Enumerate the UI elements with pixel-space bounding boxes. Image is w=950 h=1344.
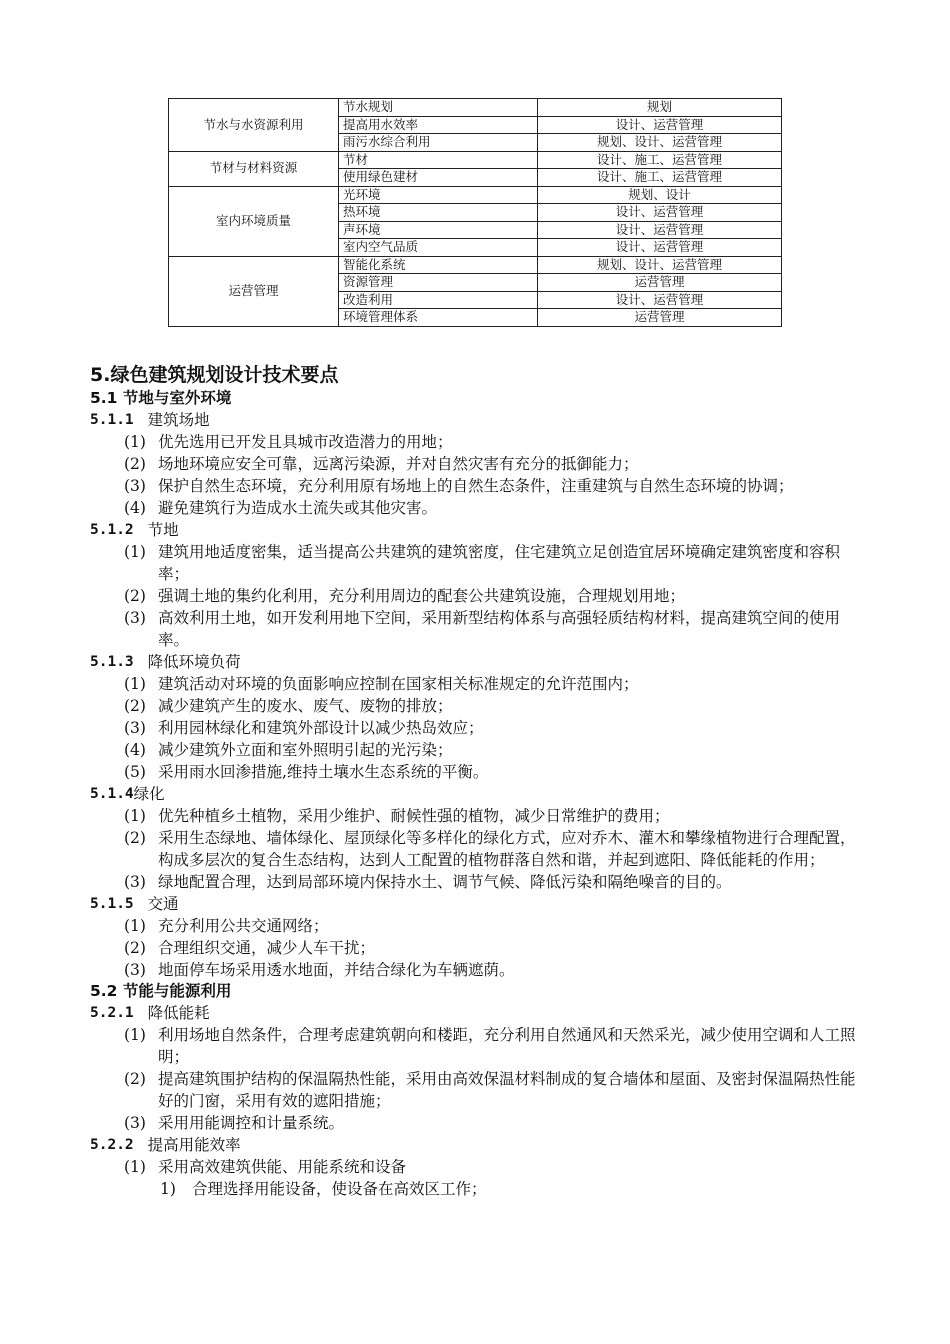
list-marker: (2) [124, 455, 146, 473]
list-text: 利用园林绿化和建筑外部设计以减少热岛效应； [158, 719, 484, 737]
list-item [124, 607, 870, 651]
list-text: 优先选用已开发且具城市改造潜力的用地； [158, 433, 453, 451]
table-stage-cell: 设计、运营管理 [538, 239, 782, 257]
clause-title: 降低能耗 [147, 1004, 210, 1022]
list-marker: (1) [124, 433, 146, 451]
clause-heading [90, 893, 870, 915]
clause-heading [90, 651, 870, 673]
list-marker: (3) [124, 1114, 146, 1132]
clause-heading [90, 409, 870, 431]
clause-title: 交通 [147, 895, 179, 913]
list-marker: (1) [124, 675, 146, 693]
table-category-cell: 运营管理 [169, 256, 339, 326]
table-category-cell: 室内环境质量 [169, 186, 339, 256]
clause-heading [90, 1002, 870, 1024]
table-category-cell: 节水与水资源利用 [169, 99, 339, 152]
table-item-cell: 声环境 [339, 221, 538, 239]
list-marker: (1) [124, 1158, 146, 1176]
clause-number: 5.1.1 [90, 412, 134, 428]
clause-number: 5.1.5 [90, 896, 134, 912]
list-marker: (3) [124, 961, 146, 979]
table-stage-cell: 设计、施工、运营管理 [538, 151, 782, 169]
list-marker: (4) [124, 499, 146, 517]
list-text: 合理选择用能设备，使设备在高效区工作； [192, 1180, 487, 1198]
clause-title: 降低环境负荷 [147, 653, 241, 671]
list-marker: (2) [124, 587, 146, 605]
list-item [124, 673, 870, 695]
table-category-cell: 节材与材料资源 [169, 151, 339, 186]
table-stage-cell: 规划、设计 [538, 186, 782, 204]
clause-number: 5.2.2 [90, 1137, 134, 1153]
table-item-cell: 节材 [339, 151, 538, 169]
list-text: 建筑活动对环境的负面影响应控制在国家相关标准规定的允许范围内； [158, 675, 639, 693]
table-stage-cell: 运营管理 [538, 274, 782, 292]
table-item-cell: 热环境 [339, 204, 538, 222]
clause-number: 5.1.3 [90, 654, 134, 670]
list-marker: (5) [124, 763, 146, 781]
list-marker: 1) [160, 1180, 176, 1198]
clause-title: 建筑场地 [147, 411, 210, 429]
list-text: 绿地配置合理，达到局部环境内保持水土、调节气候、降低污染和隔绝噪音的目的。 [158, 873, 732, 891]
clause-number: 5.1.4 [90, 786, 134, 802]
list-text: 合理组织交通，减少人车干扰； [158, 939, 376, 957]
clause-heading [90, 1134, 870, 1156]
list-text: 采用生态绿地、墙体绿化、屋顶绿化等多样化的绿化方式，应对乔木、灌木和攀缘植物进行合理配置，构成多层次的复合生态结构，达到人工配置的植物群落自然和谐，并起到遮阳、降低能耗的作用； [158, 829, 856, 869]
list-marker: (2) [124, 939, 146, 957]
table-row [169, 151, 782, 169]
list-item [124, 1156, 870, 1178]
sub-list-item [160, 1178, 870, 1200]
list-item [124, 827, 870, 871]
list-text: 减少建筑产生的废水、废气、废物的排放； [158, 697, 453, 715]
table-stage-cell: 规划、设计、运营管理 [538, 134, 782, 152]
table-item-cell: 雨污水综合利用 [339, 134, 538, 152]
list-item [124, 541, 870, 585]
table-stage-cell: 设计、运营管理 [538, 116, 782, 134]
clause-number: 5.1.2 [90, 522, 134, 538]
table-stage-cell: 运营管理 [538, 309, 782, 327]
list-item [124, 585, 870, 607]
subsection-heading: 5.1 节地与室外环境 [90, 389, 232, 407]
list-item [124, 1068, 870, 1112]
subsection-heading: 5.2 节能与能源利用 [90, 982, 232, 1000]
section-heading: 5.绿色建筑规划设计技术要点 [90, 364, 339, 386]
table-item-cell: 环境管理体系 [339, 309, 538, 327]
list-text: 场地环境应安全可靠，远离污染源，并对自然灾害有充分的抵御能力； [158, 455, 639, 473]
list-marker: (2) [124, 829, 146, 847]
table-row [169, 186, 782, 204]
list-marker: (1) [124, 807, 146, 825]
clause-title: 绿化 [133, 785, 165, 803]
list-item [124, 1112, 870, 1134]
table-stage-cell: 设计、运营管理 [538, 204, 782, 222]
table-item-cell: 智能化系统 [339, 256, 538, 274]
list-item [124, 695, 870, 717]
table-item-cell: 提高用水效率 [339, 116, 538, 134]
list-item [124, 497, 870, 519]
table-stage-cell: 设计、运营管理 [538, 291, 782, 309]
list-marker: (3) [124, 477, 146, 495]
list-marker: (2) [124, 697, 146, 715]
list-marker: (4) [124, 741, 146, 759]
list-marker: (1) [124, 543, 146, 561]
list-item [124, 915, 870, 937]
list-text: 采用高效建筑供能、用能系统和设备 [158, 1158, 407, 1176]
list-item [124, 717, 870, 739]
table-item-cell: 节水规划 [339, 99, 538, 117]
list-item [124, 959, 870, 981]
list-text: 利用场地自然条件，合理考虑建筑朝向和楼距，充分利用自然通风和天然采光，减少使用空调和人工照明； [158, 1026, 856, 1066]
list-item [124, 805, 870, 827]
table-stage-cell: 规划、设计、运营管理 [538, 256, 782, 274]
list-text: 保护自然生态环境，充分利用原有场地上的自然生态条件，注重建筑与自然生态环境的协调； [158, 477, 794, 495]
list-text: 充分利用公共交通网络； [158, 917, 329, 935]
list-text: 地面停车场采用透水地面，并结合绿化为车辆遮荫。 [158, 961, 515, 979]
list-marker: (3) [124, 609, 146, 627]
list-text: 避免建筑行为造成水土流失或其他灾害。 [158, 499, 438, 517]
list-text: 强调土地的集约化利用，充分利用周边的配套公共建筑设施，合理规划用地； [158, 587, 686, 605]
list-text: 高效利用土地，如开发利用地下空间，采用新型结构体系与高强轻质结构材料，提高建筑空间的使用率。 [158, 609, 841, 649]
table-stage-cell: 设计、施工、运营管理 [538, 169, 782, 187]
list-item [124, 431, 870, 453]
table-item-cell: 室内空气品质 [339, 239, 538, 257]
clause-heading [90, 519, 870, 541]
table-stage-cell: 规划 [538, 99, 782, 117]
list-marker: (1) [124, 917, 146, 935]
list-item [124, 1024, 870, 1068]
list-text: 优先种植乡土植物，采用少维护、耐候性强的植物，减少日常维护的费用； [158, 807, 670, 825]
clause-number: 5.2.1 [90, 1005, 134, 1021]
list-item [124, 739, 870, 761]
list-text: 建筑用地适度密集，适当提高公共建筑的建筑密度，住宅建筑立足创造宜居环境确定建筑密度和容积率； [158, 543, 841, 583]
list-marker: (1) [124, 1026, 146, 1044]
table-row [169, 99, 782, 117]
list-text: 减少建筑外立面和室外照明引起的光污染； [158, 741, 453, 759]
list-item [124, 871, 870, 893]
document-body [90, 362, 870, 1200]
clause-title: 提高用能效率 [147, 1136, 241, 1154]
list-item [124, 761, 870, 783]
list-item [124, 453, 870, 475]
table-item-cell: 改造利用 [339, 291, 538, 309]
green-building-stage-table [168, 98, 782, 327]
list-marker: (3) [124, 873, 146, 891]
list-marker: (3) [124, 719, 146, 737]
table-stage-cell: 设计、运营管理 [538, 221, 782, 239]
list-item [124, 475, 870, 497]
list-text: 采用用能调控和计量系统。 [158, 1114, 345, 1132]
table-row [169, 256, 782, 274]
list-marker: (2) [124, 1070, 146, 1088]
clause-title: 节地 [147, 521, 179, 539]
list-item [124, 937, 870, 959]
list-text: 提高建筑围护结构的保温隔热性能，采用由高效保温材料制成的复合墙体和屋面、及密封保温隔热性能好的门窗，采用有效的遮阳措施； [158, 1070, 856, 1110]
table-item-cell: 资源管理 [339, 274, 538, 292]
clause-heading [90, 783, 870, 805]
list-text: 采用雨水回渗措施,维持土壤水生态系统的平衡。 [158, 763, 489, 781]
table-item-cell: 使用绿色建材 [339, 169, 538, 187]
table-item-cell: 光环境 [339, 186, 538, 204]
